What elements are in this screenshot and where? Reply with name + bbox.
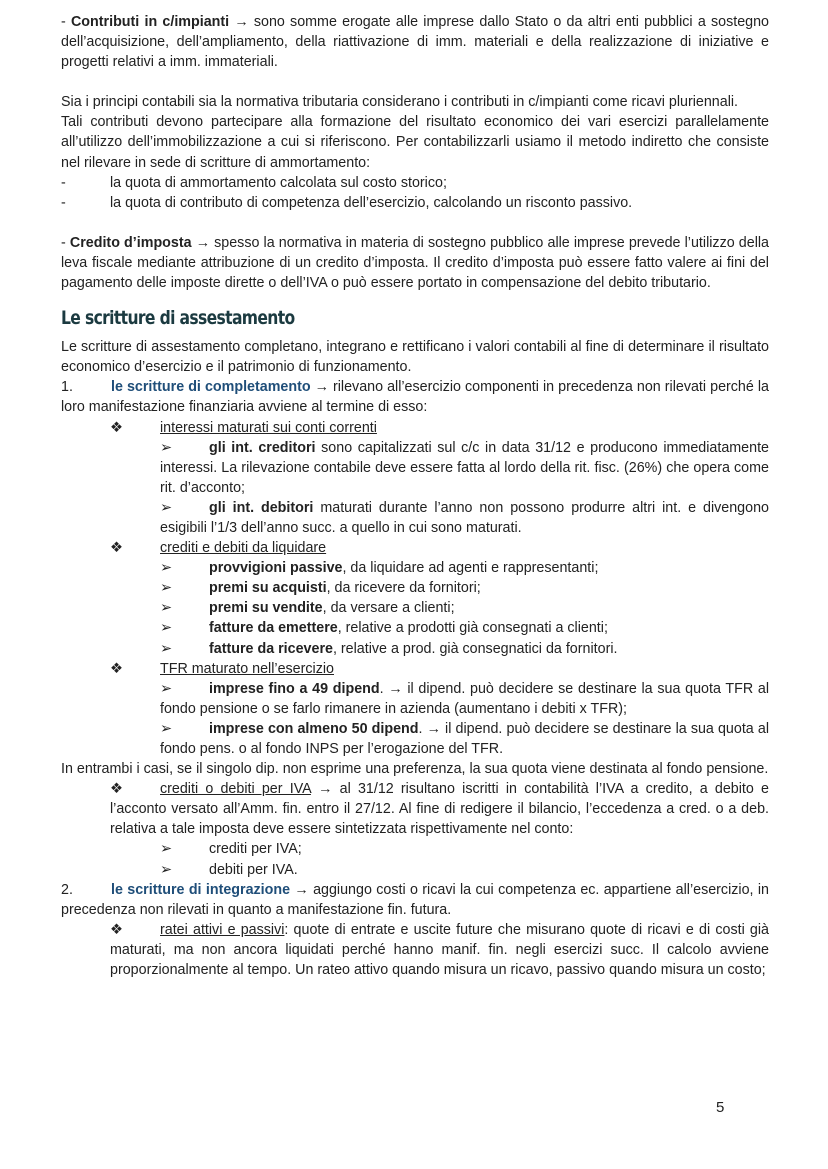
section2-title: le scritture di integrazione: [111, 881, 291, 898]
document-page: [61, 12, 769, 980]
arrow-bullet-icon: ➢: [160, 499, 172, 516]
tali-paragraph: Tali contributi devono partecipare alla formazione del risultato economico dei vari esercizi parallelamente all’utilizzo dell’immobilizzazione a cui si riferiscono. Per contabilizzarli usiamo il metodo indiretto che consiste nel rilevare in sede di scritture di ammortamento:: [61, 114, 769, 171]
sub-item: ➢ fatture da ricevere, relative a prod. già consegnatici da fornitori.: [61, 639, 769, 659]
arrow-bullet-icon: ➢: [160, 640, 172, 657]
group-heading: ❖ TFR maturato nell’esercizio: [61, 659, 769, 679]
arrow-bullet-icon: ➢: [160, 439, 172, 456]
dash-list-item: - la quota di ammortamento calcolata sul costo storico;: [61, 173, 769, 193]
sub-item: ➢ imprese fino a 49 dipend. → il dipend. può decidere se destinare la sua quota TFR al fondo pensione o se farlo rimanere in azienda (aumentano i debiti x TFR);: [160, 680, 769, 717]
arrow-bullet-icon: ➢: [160, 580, 172, 597]
sub-item: ➢ provvigioni passive, da liquidare ad agenti e rappresentanti;: [61, 558, 769, 578]
section1-paragraph: 1. le scritture di completamento → rilevano all’esercizio componenti in precedenza non rilevati perché la loro manifestazione finanziaria avviene al termine di esso:: [61, 379, 769, 416]
iva-paragraph: ❖ crediti o debiti per IVA → al 31/12 risultano iscritti in contabilità l’IVA a credito, a debito e l’acconto versato all’Amm. fin. entro il 27/12. Al fine di redigere il bilancio, l’eccedenza a cred. o a deb. relativa a tale imposta deve essere sintetizzata rispettivamente nel conto:: [110, 781, 770, 838]
sub-item: ➢ fatture da emettere, relative a prodotti già consegnati a clienti;: [61, 618, 769, 638]
arrow-bullet-icon: ➢: [160, 620, 172, 637]
section1-title: le scritture di completamento: [111, 379, 311, 396]
dash-list-item: - la quota di contributo di competenza dell’esercizio, calcolando un risconto passivo.: [61, 193, 769, 213]
sub-item: ➢ imprese con almeno 50 dipend. → il dipend. può decidere se destinare la sua quota al fondo pens. o al fondo INPS per l’erogazione del TFR.: [160, 720, 770, 757]
list-number: 1.: [61, 379, 73, 396]
list-number: 2.: [61, 881, 73, 898]
ratei-paragraph: ❖ ratei attivi e passivi: quote di entrate e uscite future che misurano quote di ricavi e di costi già maturati, ma non ancora liquidati perché hanno manif. fin. negli esercizi succ. Il calcolo avviene proporzionalmente al tempo. Un rateo attivo quando misura un ricavo, passivo quando misura un costo;: [110, 921, 770, 979]
section2-paragraph: 2. le scritture di integrazione → aggiungo costi o ricavi la cui competenza ec. appartiene all’esercizio, in precedenza non rilevati in quanto a manifestazione fin. futura.: [61, 881, 769, 918]
dash-marker: -: [61, 174, 66, 191]
intro-paragraph: Le scritture di assestamento completano, integrano e rettificano i valori contabili al fine di determinare il risultato economico d’esercizio e il patrimonio di funzionamento.: [61, 339, 769, 376]
diamond-bullet-icon: ❖: [110, 921, 123, 938]
ricavi-paragraph: Sia i principi contabili sia la normativa tributaria considerano i contributi in c/impianti come ricavi pluriennali.: [61, 94, 739, 111]
contributi-paragraph: - Contributi in c/impianti → sono somme erogate alle imprese dallo Stato o da altri enti pubblici a sostegno dell’acquisizione, dell’ampliamento, della riattivazione di imm. materiali e della realizzazione di iniziative e progetti relativi a imm. immateriali.: [61, 14, 770, 71]
diamond-bullet-icon: ❖: [110, 540, 123, 557]
entrambi-paragraph: In entrambi i casi, se il singolo dip. non esprime una preferenza, la sua quota viene destinata al fondo pensione.: [61, 761, 769, 778]
arrow-bullet-icon: ➢: [160, 680, 172, 697]
arrow-bullet-icon: ➢: [160, 560, 172, 577]
arrow-bullet-icon: ➢: [160, 861, 172, 878]
page-number: 5: [716, 1099, 725, 1116]
arrow-bullet-icon: ➢: [160, 841, 172, 858]
credito-paragraph: - Credito d’imposta → spesso la normativa in materia di sostegno pubblico alle imprese prevede l’utilizzo della leva fiscale mediante attribuzione di un credito d’imposta. Il credito d’imposta può essere fatto valere ai fini del pagamento delle imposte dirette o dell’IVA o può essere portato in compensazione del debito tributario.: [61, 234, 770, 292]
sub-item: ➢ premi su vendite, da versare a clienti;: [61, 598, 769, 618]
sub-item: ➢ crediti per IVA;: [61, 839, 769, 859]
diamond-bullet-icon: ❖: [110, 660, 123, 677]
arrow-bullet-icon: ➢: [160, 720, 172, 737]
diamond-bullet-icon: ❖: [110, 419, 123, 436]
diamond-bullet-icon: ❖: [110, 781, 123, 798]
contributi-term: Contributi in c/impianti: [70, 14, 230, 30]
sub-item: ➢ premi su acquisti, da ricevere da fornitori;: [61, 578, 769, 598]
section-heading: Le scritture di assestamento: [61, 307, 295, 330]
dash-marker: -: [61, 194, 66, 211]
arrow-bullet-icon: ➢: [160, 600, 172, 617]
credito-term: Credito d’imposta: [69, 234, 192, 251]
group-heading: ❖ interessi maturati sui conti correnti: [61, 418, 769, 438]
sub-item: ➢ gli int. debitori maturati durante l’anno non possono produrre altri int. e divengono esigibili l’1/3 dell’anno succ. a quello in cui sono maturati.: [160, 499, 769, 536]
sub-item: ➢ debiti per IVA.: [61, 860, 769, 880]
sub-item: ➢ gli int. creditori sono capitalizzati sul c/c in data 31/12 e producono immediatamente interessi. La rilevazione contabile deve essere fatta al lordo della rit. fisc. (26%) che opera come rit. d’acconto;: [160, 439, 770, 496]
group-heading: ❖ crediti e debiti da liquidare: [61, 538, 769, 558]
